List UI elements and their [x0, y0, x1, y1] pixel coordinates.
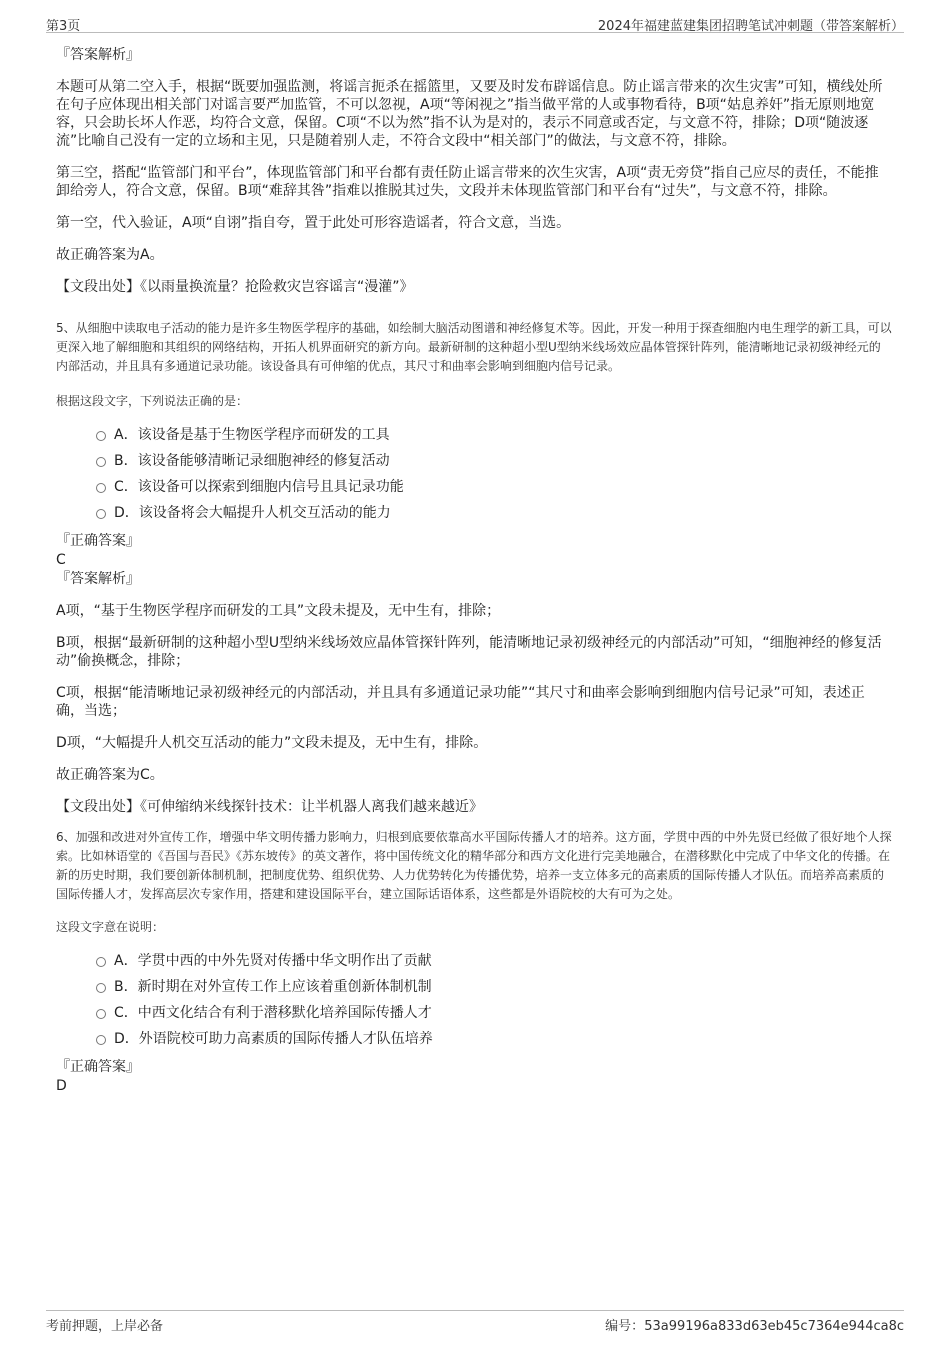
q4-conclusion: 故正确答案为A。	[56, 247, 164, 263]
q6-options	[56, 948, 892, 1052]
document-id-value: 53a99196a833d63eb45c7364e944ca8c	[644, 1319, 904, 1334]
page-header	[46, 12, 904, 33]
q5-option-c[interactable]	[56, 474, 892, 500]
option-label: B．新时期在对外宣传工作上应该着重创新体制机制	[114, 979, 432, 995]
q4-source: 【文段出处】《以雨量换流量？抢险救灾岂容谣言“漫灌”》	[56, 279, 414, 295]
option-label: C．该设备可以探索到细胞内信号且具记录功能	[114, 479, 404, 495]
option-label: A．该设备是基于生物医学程序而研发的工具	[114, 427, 390, 443]
radio-icon[interactable]	[96, 983, 106, 993]
radio-icon[interactable]	[96, 457, 106, 467]
q6-option-a[interactable]	[56, 948, 892, 974]
q6-option-b[interactable]	[56, 974, 892, 1000]
q5-answer: C	[56, 552, 66, 568]
q5-answer-label: 『正确答案』	[56, 533, 140, 549]
q5-analysis-para: B项，根据“最新研制的这种超小型U型纳米线场效应晶体管探针阵列，能清晰地记录初级神经元的内部活动”可知，“细胞神经的修复活动”偷换概念，排除；	[56, 635, 882, 669]
option-label: B．该设备能够清晰记录细胞神经的修复活动	[114, 453, 390, 469]
q6-option-c[interactable]	[56, 1000, 892, 1026]
q6-stem: 6、加强和改进对外宣传工作，增强中华文明传播力影响力，归根到底要依靠高水平国际传播人才的培养。这方面，学贯中西的中外先贤已经做了很好地个人探索。比如林语堂的《吾国与吾民》《苏东坡传》的英文著作，将中国传统文化的精华部分和西方文化进行完美地融合，在潜移默化中完成了中华文化的传播。在新的历史时期，我们要创新体制机制，把制度优势、组织优势、人力优势转化为传播优势，培养一支立体多元的高素质的国际传播人才队伍。而培养高素质的国际传播人才，发挥高层次专家作用，搭建和建设国际平台，建立国际话语体系，这些都是外语院校的大有可为之处。	[56, 830, 892, 901]
q5-analysis-para: D项，“大幅提升人机交互活动的能力”文段未提及，无中生有，排除。	[56, 735, 488, 751]
document-id-label: 编号：	[605, 1319, 645, 1334]
radio-icon[interactable]	[96, 1009, 106, 1019]
radio-icon[interactable]	[96, 483, 106, 493]
q5-analysis-para: C项，根据“能清晰地记录初级神经元的内部活动，并且具有多通道记录功能”“其尺寸和曲率会影响到细胞内信号记录”可知，表述正确，当选；	[56, 685, 865, 719]
q5-conclusion: 故正确答案为C。	[56, 767, 164, 783]
q4-analysis-para: 第一空，代入验证，A项“自诩”指自夸，置于此处可形容造谣者，符合文意，当选。	[56, 215, 571, 231]
radio-icon[interactable]	[96, 431, 106, 441]
q5-source: 【文段出处】《可伸缩纳米线探针技术：让半机器人离我们越来越近》	[56, 799, 483, 815]
q5-option-a[interactable]	[56, 422, 892, 448]
q5-option-b[interactable]	[56, 448, 892, 474]
document-title: 2024年福建蓝建集团招聘笔试冲刺题（带答案解析）	[597, 19, 904, 34]
q6-question: 这段文字意在说明：	[56, 920, 165, 934]
q6-answer: D	[56, 1078, 67, 1094]
q4-analysis-label: 『答案解析』	[56, 47, 140, 63]
option-label: D．外语院校可助力高素质的国际传播人才队伍培养	[114, 1031, 433, 1047]
page-content	[56, 46, 892, 1096]
q5-question: 根据这段文字，下列说法正确的是：	[56, 394, 249, 408]
radio-icon[interactable]	[96, 957, 106, 967]
q5-options	[56, 422, 892, 526]
document-id	[605, 1315, 904, 1334]
q5-analysis-para: A项，“基于生物医学程序而研发的工具”文段未提及，无中生有，排除；	[56, 603, 501, 619]
q5-analysis-label: 『答案解析』	[56, 571, 140, 587]
option-label: C．中西文化结合有利于潜移默化培养国际传播人才	[114, 1005, 432, 1021]
radio-icon[interactable]	[96, 1035, 106, 1045]
q6-option-d[interactable]	[56, 1026, 892, 1052]
option-label: D．该设备将会大幅提升人机交互活动的能力	[114, 505, 391, 521]
page-number: 第3页	[46, 19, 81, 34]
page-footer	[46, 1310, 904, 1335]
q5-option-d[interactable]	[56, 500, 892, 526]
footer-note: 考前押题，上岸必备	[46, 1319, 164, 1334]
option-label: A．学贯中西的中外先贤对传播中华文明作出了贡献	[114, 953, 432, 969]
q6-answer-label: 『正确答案』	[56, 1059, 140, 1075]
q4-analysis-para: 本题可从第二空入手，根据“既要加强监测，将谣言扼杀在摇篮里，又要及时发布辟谣信息。防止谣言带来的次生灾害”可知，横线处所在句子应体现出相关部门对谣言要严加监管，不可以忽视，A项“等闲视之”指当做平常的人或事物看待，B项“姑息养奸”指无原则地宽容，只会助长坏人作恶，均符合文意，保留。C项“不以为然”指不认为是对的，表示不同意或否定，与文意不符，排除；D项“随波逐流”比喻自己没有一定的立场和主见，只是随着别人走，不符合文段中“相关部门”的做法，与文意不符，排除。	[56, 79, 883, 149]
q4-analysis-para: 第三空，搭配“监管部门和平台”，体现监管部门和平台都有责任防止谣言带来的次生灾害，A项“责无旁贷”指自己应尽的责任，不能推卸给旁人，符合文意，保留。B项“难辞其咎”指难以推脱其过失，文段并未体现监管部门和平台有“过失”，与文意不符，排除。	[56, 165, 879, 199]
q5-stem: 5、从细胞中读取电子活动的能力是许多生物医学程序的基础，如绘制大脑活动图谱和神经修复术等。因此，开发一种用于探查细胞内电生理学的新工具，可以更深入地了解细胞和其组织的网络结构，开拓人机界面研究的新方向。最新研制的这种超小型U型纳米线场效应晶体管探针阵列，能清晰地记录初级神经元的内部活动，并且具有多通道记录功能。该设备具有可伸缩的优点，其尺寸和曲率会影响到细胞内信号记录。	[56, 321, 892, 373]
radio-icon[interactable]	[96, 509, 106, 519]
